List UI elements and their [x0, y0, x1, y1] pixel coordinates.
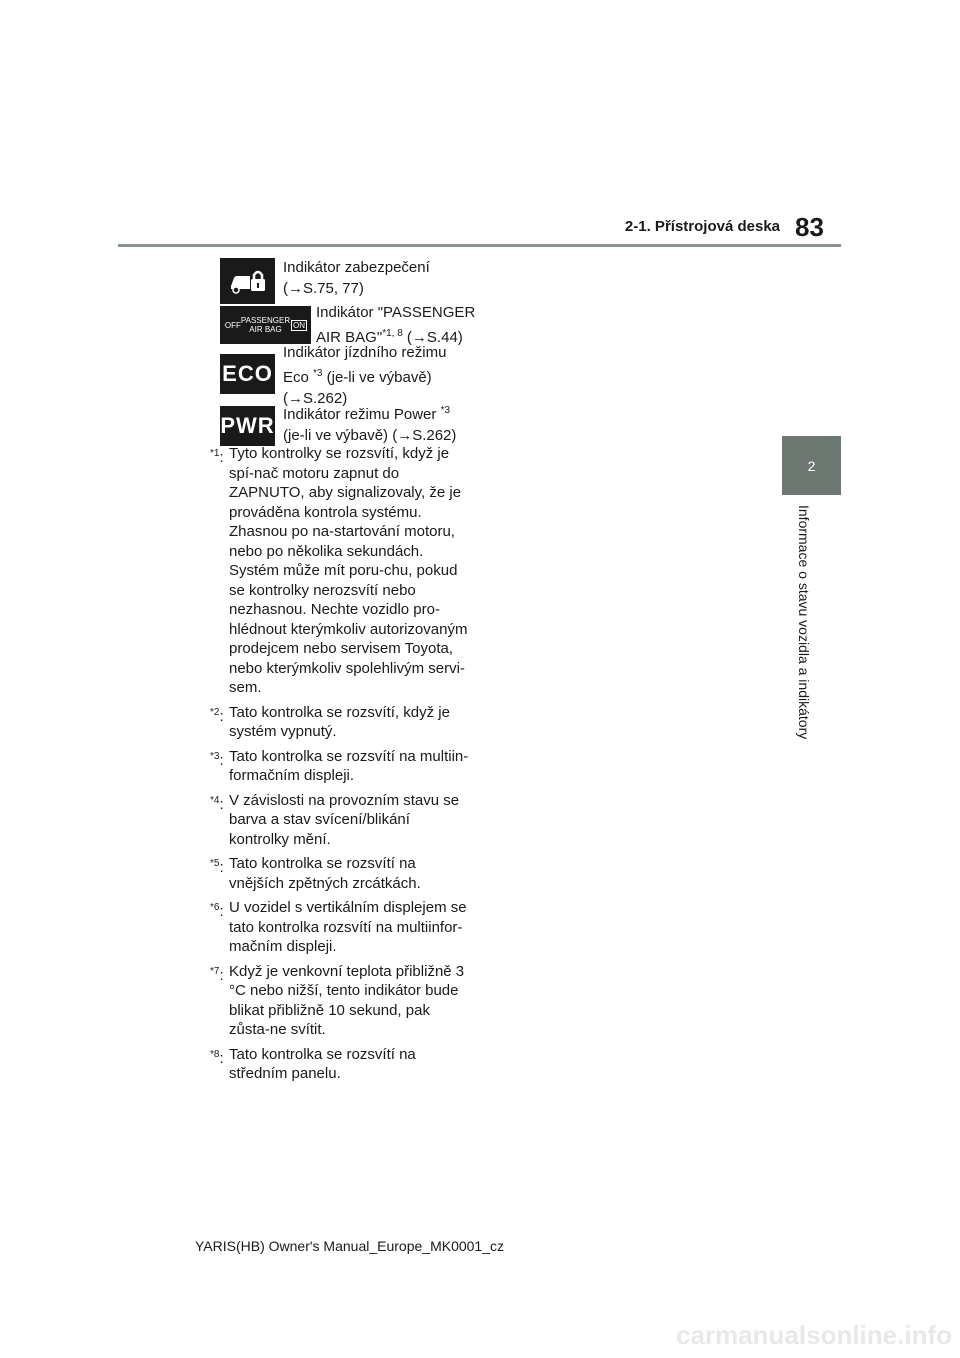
- indicator-security-line1: Indikátor zabezpečení: [283, 259, 430, 276]
- indicator-eco-line3: (→S.262): [283, 390, 348, 407]
- indicator-pwr: [220, 400, 456, 446]
- indicator-eco-line2: Eco $^{*3}$ (je-li ve výbavě): [283, 368, 432, 386]
- header-rule: [118, 244, 841, 247]
- indicator-airbag-line1: Indikátor "PASSENGER: [316, 304, 476, 321]
- footnote: $^{*1}$: Tyto kontrolky se rozsvítí, když je spí-nač motoru zapnut do ZAPNUTO, aby signalizovaly, že je prováděna kontrola systému. Zhasnou po na-startování motoru, nebo po několika sekundách. Systém může mít poru-chu, pokud se kontrolky nerozsvítí nebo nezhasnou. Nechte vozidlo pro-hlédnout kterýmkoliv autorizovaným prodejcem nebo servisem Toyota, nebo kterýmkoliv spolehlivým servi-sem.: [210, 445, 468, 696]
- footnote: $^{*3}$: Tato kontrolka se rozsvítí na multiin-formačním displeji.: [210, 747, 469, 784]
- footnote: $^{*7}$: Když je venkovní teplota přibližně 3 °C nebo nižší, tento indikátor bude blikat přibližně 10 sekund, pak zůsta-ne svítit.: [210, 962, 465, 1038]
- indicator-pwr-line1: Indikátor režimu Power $^{*3}$: [283, 405, 451, 423]
- page-number: 83: [795, 212, 824, 242]
- indicator-airbag-line2: AIR BAG"$^{*1, 8}$ (→S.44): [316, 328, 463, 346]
- manual-footer: YARIS(HB) Owner's Manual_Europe_MK0001_cz: [195, 1238, 504, 1254]
- section-title: 2-1. Přístrojová deska: [624, 218, 780, 235]
- airbag-on-label: ON: [292, 320, 305, 330]
- passenger-airbag-icon: [220, 306, 311, 344]
- indicator-eco-line1: Indikátor jízdního režimu: [283, 344, 447, 361]
- indicator-pwr-line2: (je-li ve výbavě) (→S.262): [283, 427, 457, 444]
- footnotes: [210, 444, 472, 1089]
- airbag-label: PASSENGER AIR BAG: [240, 316, 291, 334]
- eco-icon: ECO: [220, 354, 275, 394]
- footnote: $^{*2}$: Tato kontrolka se rozsvítí, když je systém vypnutý.: [210, 703, 450, 740]
- airbag-off-label: OFF: [224, 320, 241, 330]
- indicator-security-line2: (→S.75, 77): [283, 280, 364, 297]
- watermark: carmanualsonline.info: [676, 1320, 952, 1350]
- footnote: $^{*5}$: Tato kontrolka se rozsvítí na vnějších zpětných zrcátkách.: [210, 855, 421, 892]
- footnote: $^{*6}$: U vozidel s vertikálním displejem se tato kontrolka rozsvítí na multiinfor-mačním displeji.: [210, 899, 467, 955]
- footnote: $^{*4}$: V závislosti na provozním stavu se barva a stav svícení/blikání kontrolky mění.: [210, 791, 460, 848]
- footnote: $^{*8}$: Tato kontrolka se rozsvítí na středním panelu.: [210, 1045, 416, 1082]
- indicator-eco: [220, 342, 446, 409]
- indicator-security: [220, 258, 430, 304]
- chapter-tab: [782, 436, 841, 495]
- pwr-icon: PWR: [220, 406, 275, 446]
- chapter-side-title: Informace o stavu vozidla a indikátory: [796, 505, 812, 740]
- chapter-number: 2: [807, 457, 816, 474]
- security-lock-icon: [220, 258, 275, 304]
